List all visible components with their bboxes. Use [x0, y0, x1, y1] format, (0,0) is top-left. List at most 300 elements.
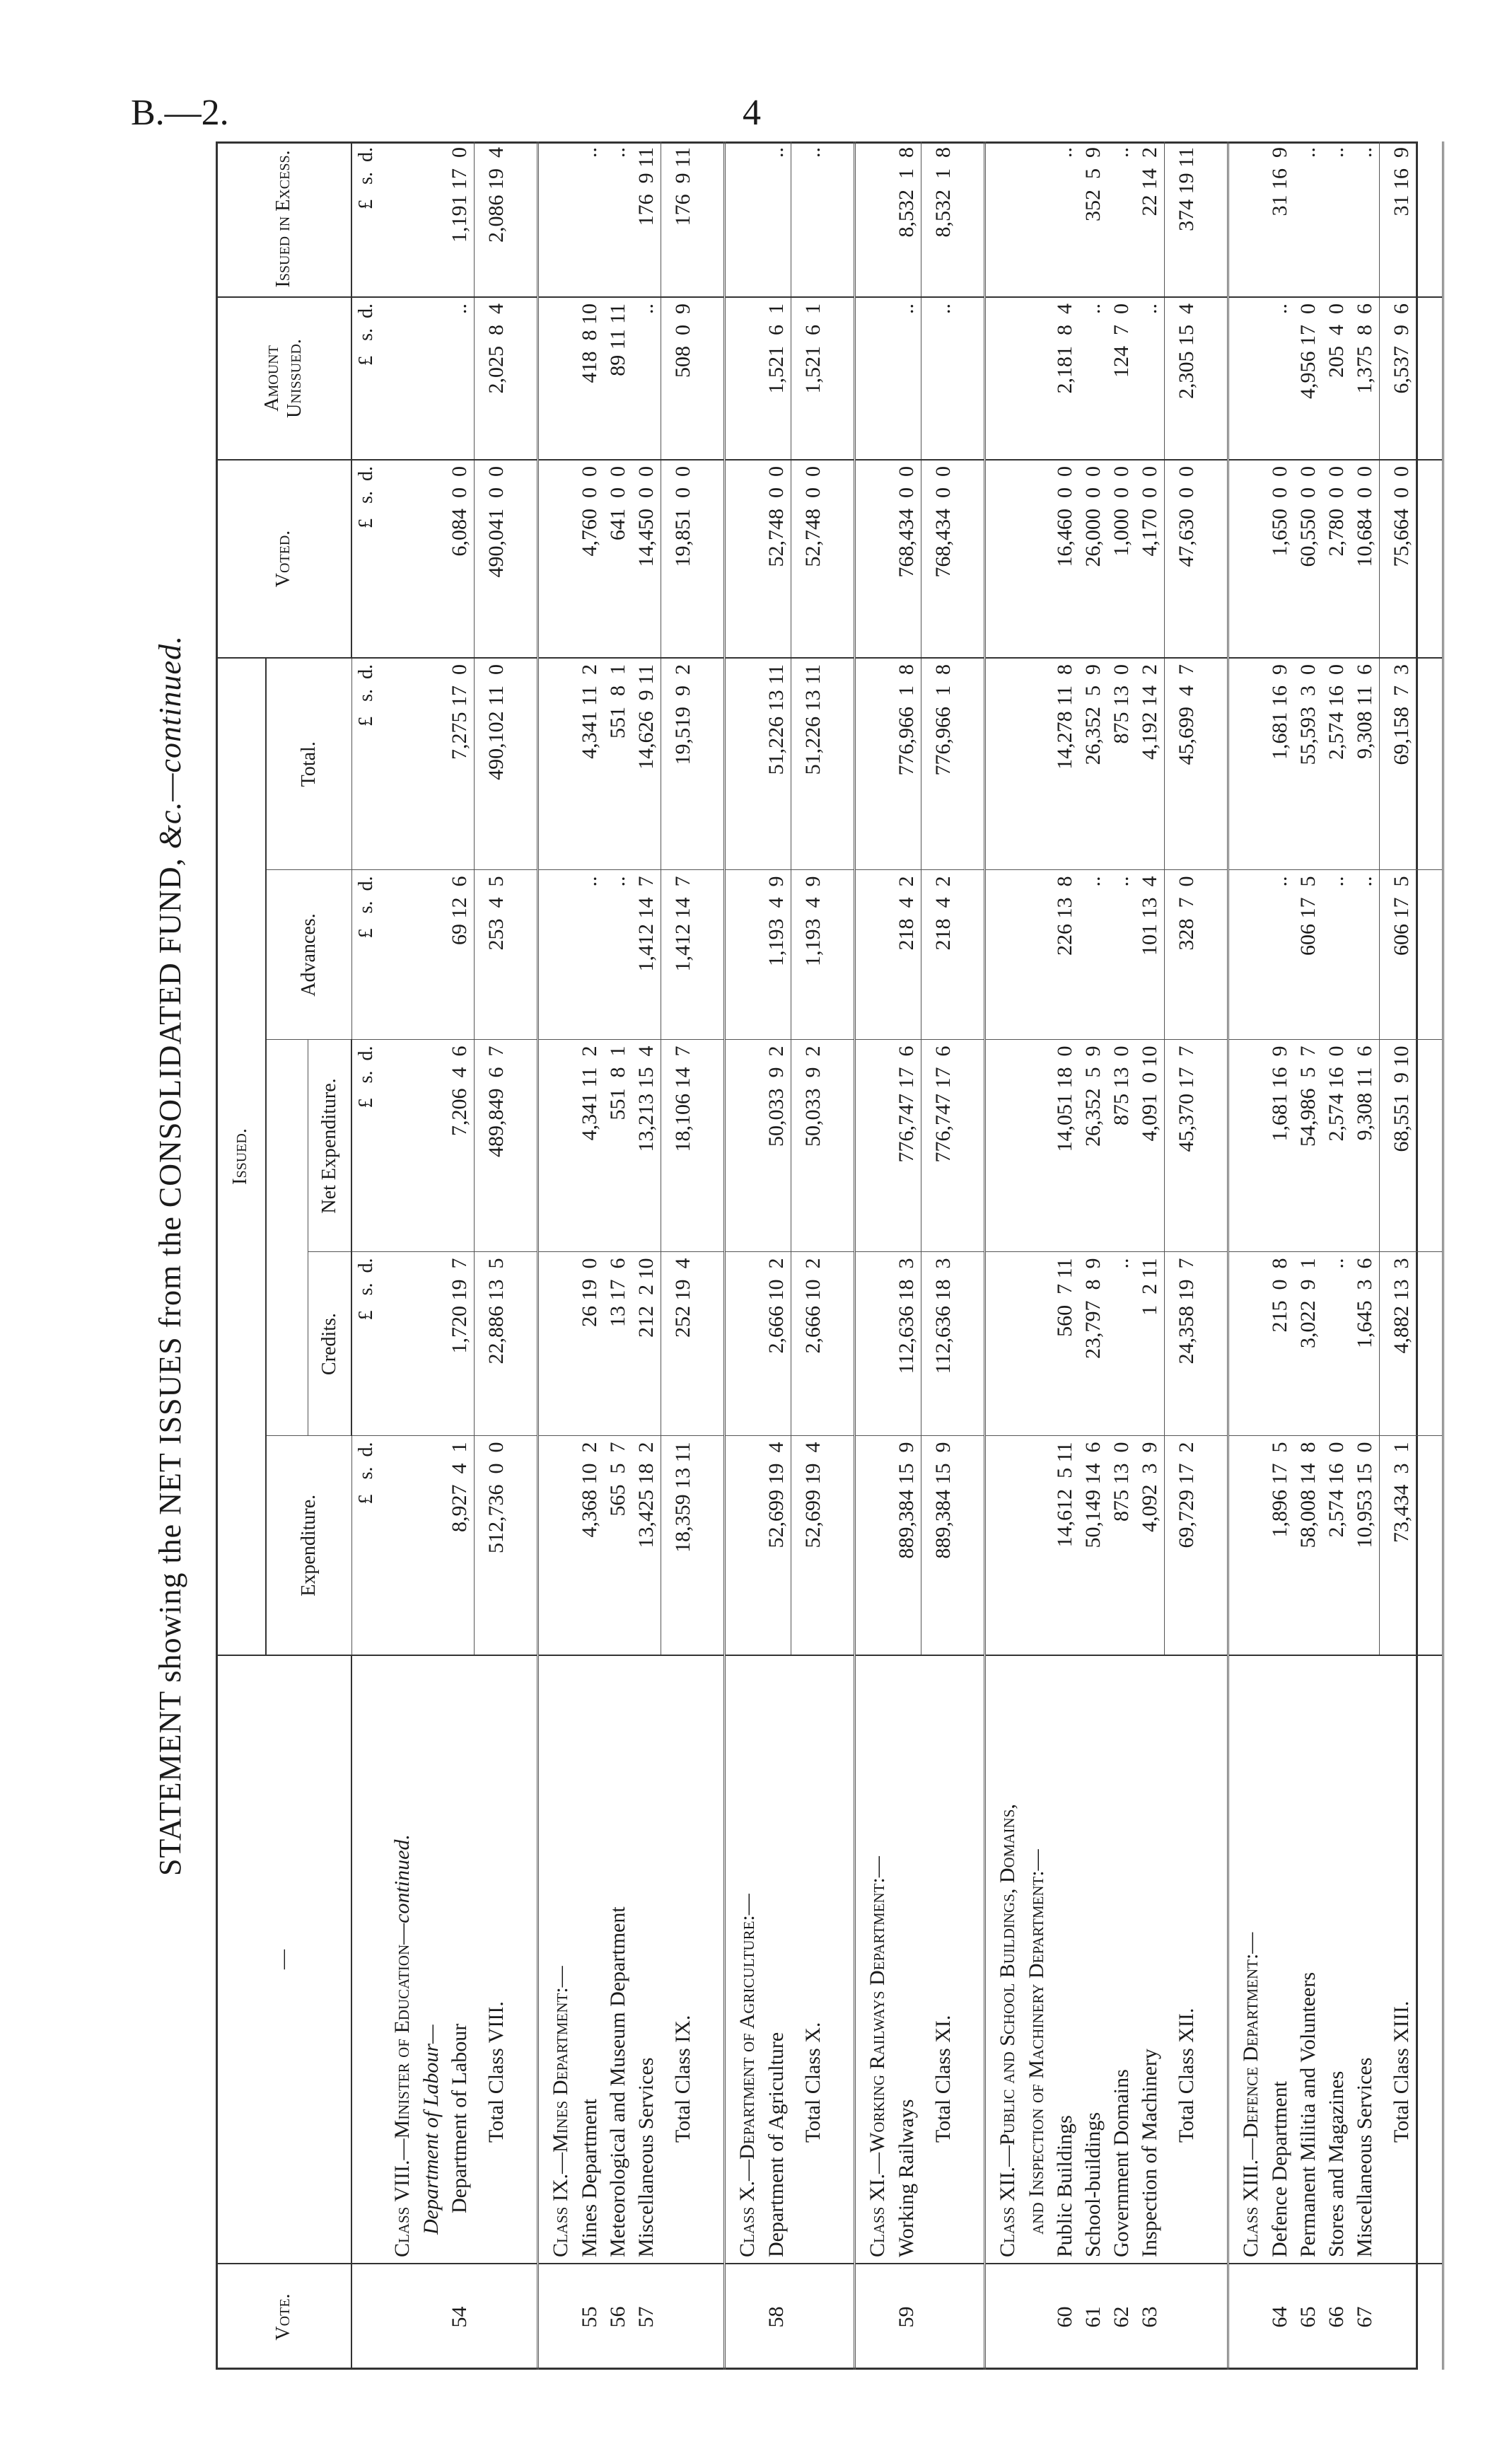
total-tot: 51,226 13 11 [791, 658, 836, 870]
unit-label: £ s. d. [351, 460, 380, 658]
class-title-text: Class XII.—Public and School Buildings, Domains, [996, 1804, 1019, 2257]
class-title [380, 1655, 417, 2264]
cell-excess: .. [1051, 141, 1079, 297]
vote-cell [705, 2264, 725, 2370]
empty-cell [965, 1040, 985, 1252]
empty-cell [1228, 1436, 1267, 1655]
cell-unissued: .. [1266, 297, 1294, 460]
empty-cell [417, 141, 446, 297]
section-separator [965, 141, 985, 2370]
cell-excess: .. [604, 141, 632, 297]
empty-cell [855, 1040, 893, 1252]
cell-exp: 889,384 15 9 [892, 1436, 921, 1655]
cell-cred: .. [1322, 1252, 1351, 1436]
table-row [446, 141, 475, 2370]
rotated-statement [152, 141, 1425, 2370]
class-title-text: Class XI.—Working Railways Department:— [866, 1856, 889, 2257]
cell-adv: 226 13 8 [1051, 870, 1079, 1040]
subheading-row [417, 141, 446, 2370]
empty-cell [1424, 1040, 1443, 1252]
empty-cell [1209, 1040, 1228, 1252]
vote-number: 66 [1325, 2306, 1348, 2328]
cell-tot: 1,681 16 9 [1266, 658, 1294, 870]
empty-cell [1023, 870, 1051, 1040]
col-vote: Vote. [216, 2264, 351, 2370]
cell-excess: .. [762, 141, 791, 297]
cell-excess: 31 16 9 [1266, 141, 1294, 297]
vote-number: 54 [448, 2306, 472, 2328]
class-total-row [921, 141, 966, 2370]
total-excess: 176 9 11 [661, 141, 706, 297]
vote-number: 55 [578, 2306, 601, 2328]
cell-cred: 2,666 10 2 [762, 1252, 791, 1436]
cell-adv: 1,193 4 9 [762, 870, 791, 1040]
cell-adv: 101 13 4 [1136, 870, 1165, 1040]
total-exp: 18,359 13 11 [661, 1436, 706, 1655]
vote-cell [1380, 2264, 1424, 2370]
class-heading-row [380, 141, 417, 2370]
empty-cell [705, 870, 725, 1040]
empty-cell [538, 870, 576, 1040]
total-tot: 490,102 11 0 [475, 658, 519, 870]
section-separator [835, 141, 855, 2370]
empty-cell [1228, 1252, 1267, 1436]
table-row [892, 141, 921, 2370]
total-voted: 52,748 0 0 [791, 460, 836, 658]
total-exp: 889,384 15 9 [921, 1436, 966, 1655]
empty-cell [965, 1655, 985, 2264]
total-tot: 45,699 4 7 [1165, 658, 1209, 870]
class-heading-row [855, 141, 893, 2370]
total-voted: 19,851 0 0 [661, 460, 706, 658]
empty-cell [1228, 1040, 1267, 1252]
cell-net: 2,574 16 0 [1322, 1040, 1351, 1252]
cell-voted: 14,450 0 0 [632, 460, 661, 658]
col-net-expenditure: Net Expenditure. [308, 1040, 352, 1252]
title-suffix: &c.—continued. [153, 635, 187, 850]
total-tot: 69,158 7 3 [1380, 658, 1424, 870]
empty-cell [417, 460, 446, 658]
empty-cell [835, 658, 855, 870]
empty-cell [985, 870, 1023, 1040]
cell-voted: 10,684 0 0 [1351, 460, 1380, 658]
empty-cell [965, 870, 985, 1040]
vote-number: 57 [634, 2306, 658, 2328]
empty-cell [380, 1436, 417, 1655]
empty-cell [1424, 1436, 1443, 1655]
empty-cell [417, 1040, 446, 1252]
cell-excess: .. [576, 141, 604, 297]
empty-cell [985, 1436, 1023, 1655]
empty-cell [417, 1436, 446, 1655]
empty-cell [1228, 870, 1267, 1040]
cell-cred: 3,022 9 1 [1294, 1252, 1322, 1436]
col-credits: Credits. [308, 1252, 352, 1436]
empty-cell [705, 658, 725, 870]
total-cred: 4,882 13 3 [1380, 1252, 1424, 1436]
cell-net: 13,213 15 4 [632, 1040, 661, 1252]
cell-net: 1,681 16 9 [1266, 1040, 1294, 1252]
cell-voted: 16,460 0 0 [1051, 460, 1079, 658]
cell-unissued: 124 7 0 [1107, 297, 1136, 460]
empty-cell [725, 870, 763, 1040]
empty-cell [380, 1252, 417, 1436]
col-voted: Voted. [216, 460, 351, 658]
empty-cell [1424, 1252, 1443, 1436]
empty-cell [538, 1040, 576, 1252]
class-title-text: Class X.—Department of Agriculture:— [735, 1894, 759, 2257]
cell-adv: .. [1351, 870, 1380, 1040]
class-title-line2: and Inspection of Machinery Department:— [1023, 1655, 1051, 2264]
empty-cell [965, 141, 985, 297]
cell-adv: .. [576, 870, 604, 1040]
cell-cred: 1 2 11 [1136, 1252, 1165, 1436]
class-title-text: Class VIII.—Minister of Education— [390, 1923, 414, 2257]
vote-number: 65 [1296, 2306, 1320, 2328]
section-separator [1209, 141, 1228, 2370]
cell-adv: .. [1266, 870, 1294, 1040]
class-total-row [1165, 141, 1209, 2370]
col-issued: Issued. [216, 658, 266, 1655]
cell-cred: 215 0 8 [1266, 1252, 1294, 1436]
total-unissued: 2,025 8 4 [475, 297, 519, 460]
vote-number: 63 [1138, 2306, 1162, 2328]
page-number: 4 [743, 93, 761, 133]
table-row [1294, 141, 1322, 2370]
page-code: B.—2. [131, 93, 229, 133]
empty-cell [705, 1436, 725, 1655]
cell-cred: 23,797 8 9 [1079, 1252, 1107, 1436]
empty-cell [380, 658, 417, 870]
total-voted: 75,664 0 0 [1380, 460, 1424, 658]
empty-cell [1023, 658, 1051, 870]
total-label: Total Class IX. [661, 1655, 706, 2264]
total-adv: 1,193 4 9 [791, 870, 836, 1040]
empty-cell [855, 1252, 893, 1436]
empty-cell [705, 1252, 725, 1436]
row-label: Permanent Militia and Volunteers [1294, 1655, 1322, 2264]
cell-voted: 4,170 0 0 [1136, 460, 1165, 658]
cell-unissued: .. [1136, 297, 1165, 460]
empty-cell [855, 1436, 893, 1655]
cell-exp: 52,699 19 4 [762, 1436, 791, 1655]
class-total-row [475, 141, 519, 2370]
cell-cred: 13 17 6 [604, 1252, 632, 1436]
cell-adv: .. [1079, 870, 1107, 1040]
empty-cell [417, 297, 446, 460]
empty-cell [538, 460, 576, 658]
section-separator [1424, 141, 1443, 2370]
total-net: 50,033 9 2 [791, 1040, 836, 1252]
statement-title [152, 141, 188, 2370]
cell-net: 26,352 5 9 [1079, 1040, 1107, 1252]
row-label: Mines Department [576, 1655, 604, 2264]
empty-cell [855, 870, 893, 1040]
total-adv: 1,412 14 7 [661, 870, 706, 1040]
empty-cell [1424, 658, 1443, 870]
class-total-row [791, 141, 836, 2370]
table-row [1136, 141, 1165, 2370]
empty-cell [835, 1252, 855, 1436]
empty-cell [417, 658, 446, 870]
col-credits-net [266, 1040, 308, 1436]
col-issued-in-excess: Issued in Excess. [216, 141, 351, 297]
row-label: Working Railways [892, 1655, 921, 2264]
class-title [725, 1655, 763, 2264]
empty-cell [855, 658, 893, 870]
total-cred: 112,636 18 3 [921, 1252, 966, 1436]
empty-cell [725, 1252, 763, 1436]
total-exp: 69,729 17 2 [1165, 1436, 1209, 1655]
vote-cell [1424, 2264, 1443, 2370]
cell-excess: .. [1107, 141, 1136, 297]
total-adv: 218 4 2 [921, 870, 966, 1040]
cell-excess: .. [1351, 141, 1380, 297]
empty-cell [705, 141, 725, 297]
cell-exp: 10,953 15 0 [1351, 1436, 1380, 1655]
empty-cell [380, 141, 417, 297]
total-unissued: 508 0 9 [661, 297, 706, 460]
cell-unissued: 1,375 8 6 [1351, 297, 1380, 460]
cell-adv: 69 12 6 [446, 870, 475, 1040]
empty-cell [985, 1252, 1023, 1436]
cell-exp: 4,092 3 9 [1136, 1436, 1165, 1655]
empty-cell [1228, 658, 1267, 870]
total-voted: 490,041 0 0 [475, 460, 519, 658]
class-heading-row [538, 141, 576, 2370]
unit-label: £ s. d. [351, 141, 380, 297]
total-net: 68,551 9 10 [1380, 1040, 1424, 1252]
vote-cell [1165, 2264, 1209, 2370]
cell-excess: .. [1322, 141, 1351, 297]
empty-cell [1209, 1655, 1228, 2264]
col-expenditure: Expenditure. [266, 1436, 351, 1655]
vote-cell [1228, 2264, 1267, 2370]
unit-label: £ s. d. [351, 658, 380, 870]
cell-exp: 8,927 4 1 [446, 1436, 475, 1655]
cell-net: 875 13 0 [1107, 1040, 1136, 1252]
total-cred: 2,666 10 2 [791, 1252, 836, 1436]
class-heading-row [1228, 141, 1267, 2370]
empty-cell [835, 1655, 855, 2264]
vote-cell [518, 2264, 538, 2370]
empty-cell [965, 297, 985, 460]
total-tot: 19,519 9 2 [661, 658, 706, 870]
empty-cell [1023, 1252, 1051, 1436]
vote-cell [965, 2264, 985, 2370]
total-cred: 22,886 13 5 [475, 1252, 519, 1436]
cell-voted: 60,550 0 0 [1294, 460, 1322, 658]
total-label: Total Class VIII. [475, 1655, 519, 2264]
empty-cell [985, 460, 1023, 658]
col-advances: Advances. [266, 870, 351, 1040]
empty-cell [965, 1252, 985, 1436]
unit-label: £ s. d. [351, 297, 380, 460]
vote-cell [725, 2264, 763, 2370]
empty-cell [1228, 297, 1267, 460]
empty-cell [985, 141, 1023, 297]
total-net: 45,370 17 7 [1165, 1040, 1209, 1252]
vote-number: 59 [895, 2306, 919, 2328]
row-label: Miscellaneous Services [1351, 1655, 1380, 2264]
row-label: Miscellaneous Services [632, 1655, 661, 2264]
vote-cell [791, 2264, 836, 2370]
cell-voted: 641 0 0 [604, 460, 632, 658]
cell-unissued: .. [892, 297, 921, 460]
total-net: 776,747 17 6 [921, 1040, 966, 1252]
total-voted: 768,434 0 0 [921, 460, 966, 658]
cell-cred: 1,720 19 7 [446, 1252, 475, 1436]
empty-cell [1209, 1252, 1228, 1436]
cell-excess: 8,532 1 8 [892, 141, 921, 297]
table-row [576, 141, 604, 2370]
empty-cell [1209, 1436, 1228, 1655]
cell-tot: 14,278 11 8 [1051, 658, 1079, 870]
empty-cell [538, 1252, 576, 1436]
empty-cell [1023, 1040, 1051, 1252]
cell-tot: 4,192 14 2 [1136, 658, 1165, 870]
empty-cell [380, 870, 417, 1040]
total-excess: 2,086 19 4 [475, 141, 519, 297]
cell-tot: 51,226 13 11 [762, 658, 791, 870]
units-row [351, 141, 380, 2370]
empty-cell [380, 460, 417, 658]
cell-voted: 1,650 0 0 [1266, 460, 1294, 658]
cell-tot: 875 13 0 [1107, 658, 1136, 870]
cell-adv: .. [1322, 870, 1351, 1040]
class-heading-row [725, 141, 763, 2370]
table-row [1051, 141, 1079, 2370]
cell-tot: 2,574 16 0 [1322, 658, 1351, 870]
cell-cred: 560 7 11 [1051, 1252, 1079, 1436]
cell-unissued: 205 4 0 [1322, 297, 1351, 460]
empty-cell [985, 297, 1023, 460]
total-label: Total Class XIII. [1380, 1655, 1424, 2264]
total-excess: .. [791, 141, 836, 297]
cell-adv: 1,412 14 7 [632, 870, 661, 1040]
cell-cred: 26 19 0 [576, 1252, 604, 1436]
class-title-suffix: continued. [390, 1834, 414, 1923]
empty-cell [1209, 297, 1228, 460]
cell-excess: 176 9 11 [632, 141, 661, 297]
total-cred: 24,358 19 7 [1165, 1252, 1209, 1436]
empty-cell [835, 1436, 855, 1655]
unit-label: £ s. d. [351, 1252, 380, 1436]
total-excess: 374 19 11 [1165, 141, 1209, 297]
col-description: — [216, 1655, 351, 2264]
cell-tot: 776,966 1 8 [892, 658, 921, 870]
empty-cell [380, 1040, 417, 1252]
empty-cell [1209, 141, 1228, 297]
cell-voted: 26,000 0 0 [1079, 460, 1107, 658]
empty-cell [705, 1040, 725, 1252]
cell-tot: 9,308 11 6 [1351, 658, 1380, 870]
total-net: 18,106 14 7 [661, 1040, 706, 1252]
cell-excess: .. [1294, 141, 1322, 297]
total-exp: 512,736 0 0 [475, 1436, 519, 1655]
section-separator [705, 141, 725, 2370]
cell-adv: 218 4 2 [892, 870, 921, 1040]
cell-unissued: .. [1079, 297, 1107, 460]
class-title [985, 1655, 1023, 2264]
empty-cell [725, 658, 763, 870]
subheading: Department of Labour— [417, 1655, 446, 2264]
total-adv: 606 17 5 [1380, 870, 1424, 1040]
class-total-row [661, 141, 706, 2370]
cell-cred: .. [1107, 1252, 1136, 1436]
cell-net: 9,308 11 6 [1351, 1040, 1380, 1252]
table-row [1351, 141, 1380, 2370]
total-net: 489,849 6 7 [475, 1040, 519, 1252]
section-separator [518, 141, 538, 2370]
empty-cell [417, 870, 446, 1040]
empty-cell [380, 297, 417, 460]
empty-cell [855, 297, 893, 460]
cell-cred: 1,645 3 6 [1351, 1252, 1380, 1436]
cell-exp: 13,425 18 2 [632, 1436, 661, 1655]
vote-cell [661, 2264, 706, 2370]
cell-net: 4,091 0 10 [1136, 1040, 1165, 1252]
cell-net: 54,986 5 7 [1294, 1040, 1322, 1252]
cell-voted: 4,760 0 0 [576, 460, 604, 658]
empty-cell [1209, 658, 1228, 870]
net-issues-table [216, 141, 1444, 2370]
vote-cell [380, 2264, 417, 2370]
vote-number: 62 [1110, 2306, 1133, 2328]
vote-number: 64 [1268, 2306, 1291, 2328]
vote-cell [921, 2264, 966, 2370]
empty-cell [1424, 297, 1443, 460]
cell-net: 776,747 17 6 [892, 1040, 921, 1252]
cell-unissued: .. [632, 297, 661, 460]
total-exp: 73,434 3 1 [1380, 1436, 1424, 1655]
row-label: School-buildings [1079, 1655, 1107, 2264]
vote-number: 67 [1353, 2306, 1377, 2328]
cell-voted: 52,748 0 0 [762, 460, 791, 658]
cell-exp: 875 13 0 [1107, 1436, 1136, 1655]
cell-net: 551 8 1 [604, 1040, 632, 1252]
class-total-row [1380, 141, 1424, 2370]
vote-cell [985, 2264, 1023, 2370]
total-adv: 253 4 5 [475, 870, 519, 1040]
table-row [762, 141, 791, 2370]
cell-exp: 1,896 17 5 [1266, 1436, 1294, 1655]
empty-cell [705, 460, 725, 658]
empty-cell [538, 297, 576, 460]
empty-cell [1424, 1655, 1443, 2264]
total-unissued: 6,537 9 6 [1380, 297, 1424, 460]
vote-cell [538, 2264, 576, 2370]
empty-cell [725, 1436, 763, 1655]
total-excess: 8,532 1 8 [921, 141, 966, 297]
empty-cell [1023, 460, 1051, 658]
row-label: Department of Agriculture [762, 1655, 791, 2264]
total-unissued: 2,305 15 4 [1165, 297, 1209, 460]
empty-cell [518, 658, 538, 870]
cell-net: 50,033 9 2 [762, 1040, 791, 1252]
total-excess: 31 16 9 [1380, 141, 1424, 297]
vote-cell [835, 2264, 855, 2370]
cell-tot: 551 8 1 [604, 658, 632, 870]
empty-cell [835, 141, 855, 297]
table-body [351, 141, 1443, 2370]
cell-unissued: 418 8 10 [576, 297, 604, 460]
table-row [1322, 141, 1351, 2370]
cell-net: 4,341 11 2 [576, 1040, 604, 1252]
table-row [1107, 141, 1136, 2370]
total-label: Total Class X. [791, 1655, 836, 2264]
empty-cell [855, 460, 893, 658]
